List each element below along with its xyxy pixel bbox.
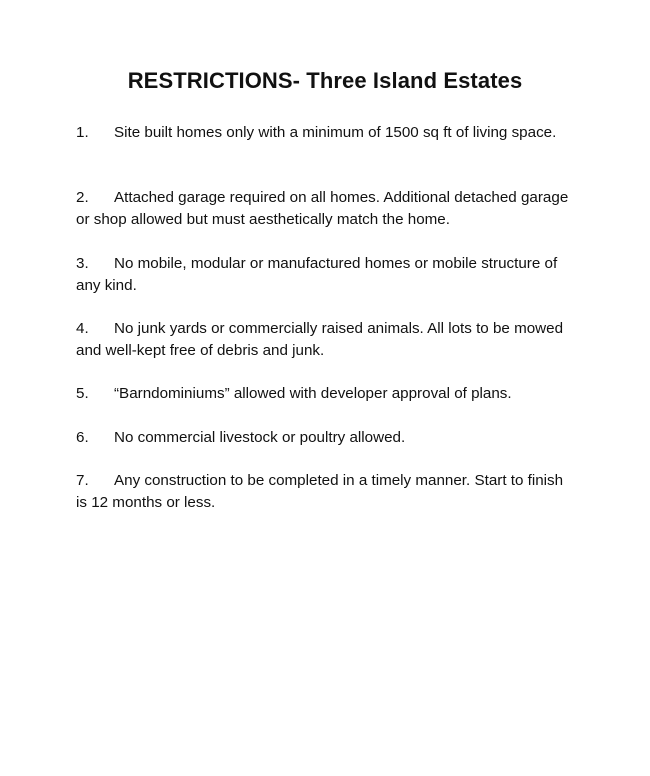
restriction-item-1 xyxy=(76,122,576,144)
item-text: No junk yards or commercially raised animals. All lots to be mowed and well-kept free of debris and junk. xyxy=(76,320,564,359)
item-text: No mobile, modular or manufactured homes or mobile structure of any kind. xyxy=(76,255,558,294)
restriction-item-4 xyxy=(76,318,576,362)
item-text: No commercial livestock or poultry allowed. xyxy=(114,429,406,446)
item-text: “Barndominiums” allowed with developer approval of plans. xyxy=(114,385,512,402)
restriction-item-5 xyxy=(76,383,576,405)
item-number: 1. xyxy=(76,124,89,141)
item-number: 5. xyxy=(76,385,89,402)
item-number: 4. xyxy=(76,320,89,337)
item-text: Any construction to be completed in a timely manner. Start to finish is 12 months or less. xyxy=(76,472,564,511)
item-text: Attached garage required on all homes. Additional detached garage or shop allowed but must aesthetically match the home. xyxy=(76,189,569,228)
item-number: 2. xyxy=(76,189,89,206)
item-text: Site built homes only with a minimum of 1500 sq ft of living space. xyxy=(114,124,557,141)
restriction-item-2 xyxy=(76,187,576,231)
restriction-item-3 xyxy=(76,253,576,297)
restriction-item-6 xyxy=(76,427,576,449)
item-number: 6. xyxy=(76,429,89,446)
restriction-item-7 xyxy=(76,470,576,514)
item-number: 7. xyxy=(76,472,89,489)
item-number: 3. xyxy=(76,255,89,272)
page-title: RESTRICTIONS- Three Island Estates xyxy=(127,68,523,93)
